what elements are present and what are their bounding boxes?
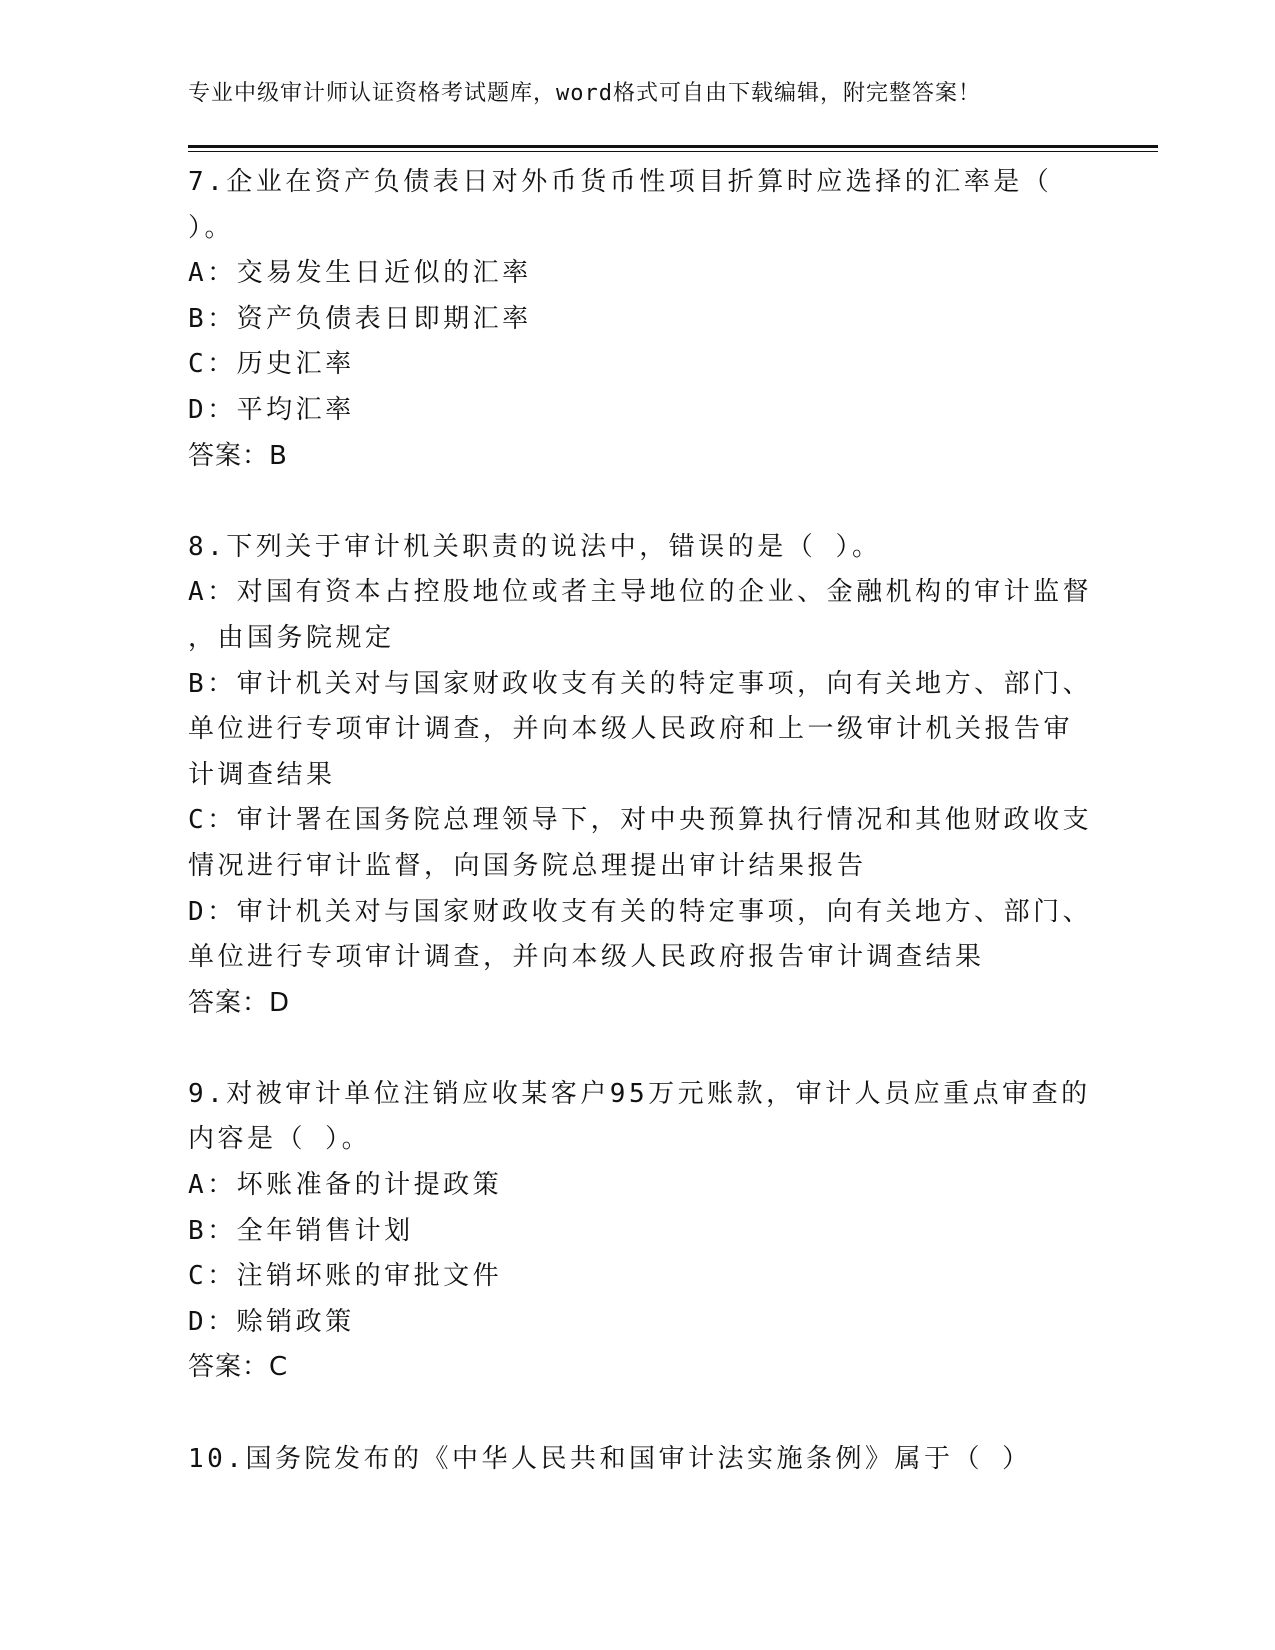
- answer-line: 答案：B: [188, 440, 288, 471]
- question-9: [188, 1072, 1091, 1391]
- header-divider-thick: [188, 145, 1158, 148]
- question-stem-line: 内容是（ ）。: [188, 1124, 372, 1155]
- option-d-continued: 单位进行专项审计调查，并向本级人民政府报告审计调查结果: [188, 942, 985, 973]
- question-8: [188, 525, 1093, 1027]
- question-stem-line: 10.国务院发布的《中华人民共和国审计法实施条例》属于（ ）: [188, 1443, 1032, 1474]
- option-c: C：注销坏账的审批文件: [188, 1261, 503, 1292]
- question-stem-line: ）。: [188, 212, 235, 243]
- option-b-continued: 计调查结果: [188, 759, 336, 790]
- question-stem-line: 7.企业在资产负债表日对外币货币性项目折算时应选择的汇率是（: [188, 167, 1053, 197]
- option-a-continued: ，由国务院规定: [188, 622, 395, 653]
- question-stem-line: 8.下列关于审计机关职责的说法中，错误的是（ ）。: [188, 531, 882, 562]
- option-b: B：资产负债表日即期汇率: [188, 303, 532, 334]
- question-list: [188, 160, 1093, 1482]
- question-stem-line: 9.对被审计单位注销应收某客户95万元账款，审计人员应重点审查的: [188, 1078, 1091, 1109]
- option-d: D：平均汇率: [188, 394, 355, 425]
- option-d: D：赊销政策: [188, 1306, 355, 1337]
- option-c-continued: 情况进行审计监督，向国务院总理提出审计结果报告: [188, 850, 867, 881]
- option-a: A：交易发生日近似的汇率: [188, 258, 532, 289]
- option-a: A：坏账准备的计提政策: [188, 1170, 503, 1201]
- option-c: C：历史汇率: [188, 349, 355, 380]
- option-d: D：审计机关对与国家财政收支有关的特定事项，向有关地方、部门、: [188, 896, 1093, 927]
- option-b: B：全年销售计划: [188, 1215, 414, 1246]
- question-spacer: [188, 1026, 1088, 1072]
- answer-line: 答案：D: [188, 987, 291, 1018]
- question-10: [188, 1437, 1088, 1483]
- header-divider-thin: [188, 151, 1158, 152]
- question-7: [188, 160, 1088, 479]
- question-spacer: [188, 479, 1088, 525]
- option-a: A：对国有资本占控股地位或者主导地位的企业、金融机构的审计监督: [188, 577, 1093, 608]
- option-b: B：审计机关对与国家财政收支有关的特定事项，向有关地方、部门、: [188, 668, 1093, 699]
- page-header: 专业中级审计师认证资格考试题库，word格式可自由下载编辑，附完整答案！: [188, 81, 981, 106]
- question-spacer: [188, 1391, 1088, 1437]
- option-b-continued: 单位进行专项审计调查，并向本级人民政府和上一级审计机关报告审: [188, 714, 1074, 745]
- answer-line: 答案：C: [188, 1352, 289, 1383]
- option-c: C：审计署在国务院总理领导下，对中央预算执行情况和其他财政收支: [188, 805, 1093, 836]
